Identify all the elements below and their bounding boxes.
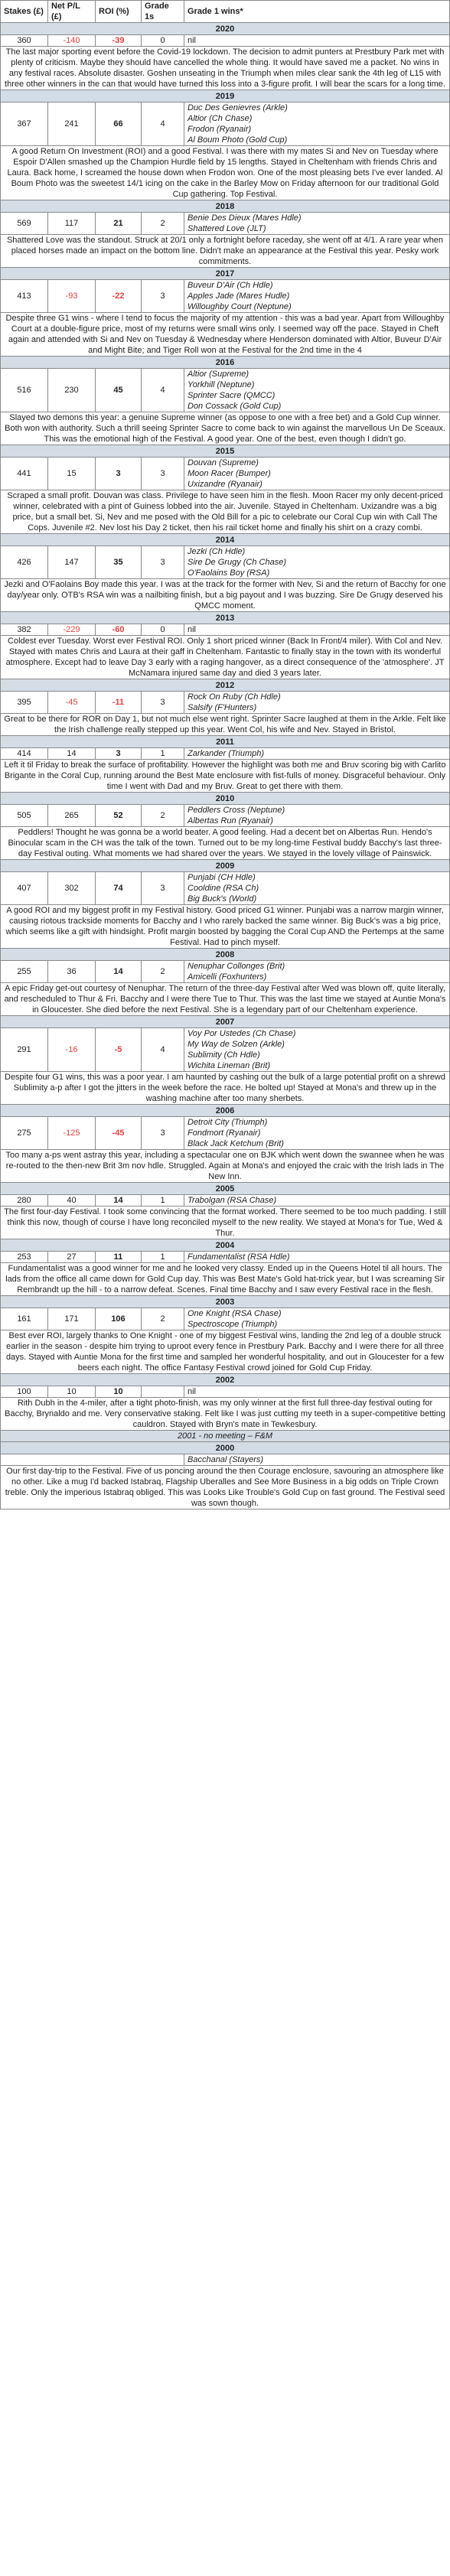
stats-row [1,1195,450,1207]
year-label: 2017 [1,268,450,280]
winner-entry: nil [188,36,197,45]
grade1-count: 3 [142,872,184,905]
stakes-value: 253 [1,1252,48,1263]
year-note: The first four-day Festival. I took some convincing that the format worked. There seemed to be too much padding. I still think this now, though of course I have long reconciled myself to the new reality. We stayed at Mona's for Tue, Wed & Thur. [1,1207,450,1239]
net-pl-value: -45 [48,692,96,714]
winner-entry: Jezki (Ch Hdle) [188,547,246,556]
net-pl-value: -16 [48,1028,96,1072]
year-note: Left it til Friday to break the surface of profitability. However the highlight was both me and Bruv scoring big with Carlito Brigante in the Coral Cup, running around the Best Mate enclosure with fist-fulls of money. Disgraceful behaviour. Only time I went with Dad and my Bruv. Great to get there with them. [1,760,450,793]
stats-row [1,1386,450,1398]
winner-entry: Zarkander (Triumph) [188,749,265,758]
net-pl-value: -125 [48,1117,96,1150]
stakes-value: 414 [1,748,48,760]
year-label: 2012 [1,679,450,692]
year-row [1,90,450,103]
net-pl-value: -93 [48,280,96,313]
roi-value: -60 [96,624,142,636]
net-pl-value: 302 [48,872,96,905]
year-row [1,1374,450,1386]
grade1-winners [184,213,450,235]
stats-row [1,1252,450,1263]
no-meeting-row [1,1431,450,1442]
net-pl-value: 36 [48,961,96,983]
grade1-winners [184,961,450,983]
winner-entry: Don Cossack (Gold Cup) [188,402,282,411]
winner-entry: Fundamentalist (RSA Hdle) [188,1252,290,1262]
winner-entry: nil [188,625,197,634]
header-row [1,1,450,23]
winner-entry: Al Boum Photo (Gold Cup) [188,135,288,145]
winner-entry: nil [188,1387,197,1396]
note-row [1,579,450,612]
net-pl-value: 230 [48,369,96,412]
stakes-value: 413 [1,280,48,313]
stakes-value: 441 [1,458,48,490]
winner-entry: Duc Des Genievres (Arkle) [188,103,288,112]
roi-value: -39 [96,35,142,47]
winner-entry: Wichita Lineman (Brit) [188,1061,271,1070]
stakes-value: 382 [1,624,48,636]
year-note: Great to be there for ROR on Day 1, but not much else went right. Sprinter Sacre laughed at them in the Arkle. Felt like the Irish challenge really stepped up this year. Went Col, his wife and Nev. Stayed in Bristol. [1,714,450,736]
grade1-count: 3 [142,1117,184,1150]
grade1-count: 4 [142,1028,184,1072]
winner-entry: Moon Racer (Bumper) [188,469,271,478]
stakes-value: 516 [1,369,48,412]
year-label: 2016 [1,357,450,369]
winner-entry: My Way de Solzen (Arkle) [188,1040,285,1049]
note-row [1,983,450,1016]
year-note: Shattered Love was the standout. Struck at 20/1 only a fortnight before raceday, she went off at 4/1. A rare year when placed horses made an impact on the bottom line. Didn't make an appearance at the Festival this year. Pesky work commitments. [1,235,450,268]
no-meeting-label: 2001 - no meeting – F&M [1,1431,450,1442]
year-note: Too many a-ps went astray this year, including a spectacular one on BJK which went down the swannee when he was re-routed to the then-new Brit 3m nov hdle. Struggled. Again at Mona's and enjoyed the craic with the Irish lads in The New Inn. [1,1150,450,1183]
stakes-value: 100 [1,1386,48,1398]
stats-row [1,280,450,313]
winner-entry: Rock On Ruby (Ch Hdle) [188,692,281,702]
winner-entry: One Knight (RSA Chase) [188,1309,282,1318]
roi-value: -22 [96,280,142,313]
grade1-winners [184,624,450,636]
grade1-count: 3 [142,458,184,490]
winner-entry: Fondmort (Ryanair) [188,1128,261,1138]
year-label: 2005 [1,1183,450,1195]
year-note: Peddlers! Thought he was gonna be a world beater. A good feeling. Had a decent bet on Albertas Run. Hendo's Binocular scam in the CH was the talk of the town. Turned out to be my long-time Festival buddy Bacchy's last three-day Festival outing. What moments we had shared over the years. We stayed in the lovely village of Painswick. [1,827,450,860]
note-row [1,490,450,534]
note-row [1,1150,450,1183]
roi-value: 52 [96,805,142,827]
year-label: 2006 [1,1105,450,1117]
net-pl-value: 10 [48,1386,96,1398]
stakes-value: 291 [1,1028,48,1072]
grade1-count: 4 [142,103,184,146]
grade1-winners [184,1454,450,1466]
stakes-value: 426 [1,546,48,579]
grade1-winners [184,1195,450,1207]
roi-value: 74 [96,872,142,905]
header-stakes: Stakes (£) [1,1,48,23]
stats-row [1,1117,450,1150]
year-label: 2007 [1,1016,450,1028]
stakes-value: 255 [1,961,48,983]
grade1-winners [184,872,450,905]
stakes-value: 407 [1,872,48,905]
year-note: Slayed two demons this year: a genuine Supreme winner (as oppose to one with a free bet) and a Gold Cup winner. Both won with authority. Such a thrill seeing Sprinter Sacre to come back to win against the marvellous Un De Sceaux. This was the emotional high of the Festival. A good year. One of the best, even though I didn't go. [1,412,450,445]
year-label: 2002 [1,1374,450,1386]
winner-entry: Trabolgan (RSA Chase) [188,1196,277,1205]
year-note: A epic Friday get-out courtesy of Nenuphar. The return of the three-day Festival after Wed was blown off, quite literally, and rescheduled to Thur & Fri. Bacchy and I were there Tue to Thur. This was the last time we stayed at Auntie Mona's in Gloucester. She died before the next Festival. She is a legendary part of our Cheltenham experience. [1,983,450,1016]
grade1-winners [184,35,450,47]
grade1-count: 4 [142,369,184,412]
winner-entry: Big Buck's (World) [188,894,257,904]
stakes-value: 360 [1,35,48,47]
note-row [1,47,450,90]
net-pl-value: -140 [48,35,96,47]
grade1-winners [184,546,450,579]
winner-entry: Voy Por Ustedes (Ch Chase) [188,1029,296,1038]
net-pl-value: 27 [48,1252,96,1263]
year-label: 2013 [1,612,450,624]
stats-row [1,546,450,579]
net-pl-value: 117 [48,213,96,235]
year-note: Rith Dubh in the 4-miler, after a tight photo-finish, was my only winner at the first full three-day festival outing for Bacchy, Brynaldo and me. Very conservative staking. Felt like I was just cutting my teeth in a super-competitive betting cauldron. Stayed with Bryn's mate in Tewkesbury. [1,1398,450,1431]
stats-row [1,458,450,490]
roi-value: -45 [96,1117,142,1150]
header-grade1-wins: Grade 1 wins* [184,1,450,23]
winner-entry: Buveur D'Air (Ch Hdle) [188,281,273,290]
roi-value: 11 [96,1252,142,1263]
year-note: A good ROI and my biggest profit in my Festival history. Good priced G1 winner. Punjabi was a narrow margin winner, causing riotous trackside moments for Bacchy and I who rarely backed the same winner. Big Buck's was a big price, which seems like a gift with hindsight. Profit margin boosted by bagging the Coral Cup AND the Pertemps at the same Festival. Had to pinch myself. [1,905,450,949]
winner-entry: Apples Jade (Mares Hudle) [188,291,290,301]
winner-entry: Salsify (F'Hunters) [188,703,257,712]
note-row [1,1072,450,1105]
year-row [1,679,450,692]
winner-entry: Uxizandre (Ryanair) [188,480,262,489]
winner-entry: O'Faolains Boy (RSA) [188,568,270,578]
year-note: Coldest ever Tuesday. Worst ever Festival ROI. Only 1 short priced winner (Back In Front/4 miler). With Col and Nev. Stayed with mates Chris and Laura at their gaff in Cheltenham. Fantastic to finally stay in the town with its wonderful atmosphere. Except had to leave Day 3 early with a raging hangover, as a direct consequence of the 'atmosphere'. JT McNamara injured same day and died 3 years later. [1,636,450,679]
grade1-winners [184,748,450,760]
grade1-winners [184,1252,450,1263]
roi-value: 3 [96,458,142,490]
year-row [1,445,450,458]
grade1-count: 2 [142,213,184,235]
roi-value: 3 [96,748,142,760]
grade1-count: 2 [142,961,184,983]
grade1-winners [184,1028,450,1072]
net-pl-value: -229 [48,624,96,636]
year-row [1,23,450,35]
stakes-value: 280 [1,1195,48,1207]
net-pl-value: 171 [48,1308,96,1330]
note-row [1,905,450,949]
winner-entry: Sire De Grugy (Ch Chase) [188,558,286,567]
note-row [1,636,450,679]
year-note: Best ever ROI, largely thanks to One Knight - one of my biggest Festival wins, landing the 2nd leg of a double struck earlier in the season - despite him trying to uproot every fence in Prestbury Park. Bacchy and I were there for all three days. Stayed with Auntie Mona for the first time and sampled her wonderful hospitality, and out in Gloucester for a few beers each night. The office Fantasy Festival crowd joined for Gold Cup Friday. [1,1330,450,1374]
winner-entry: Cooldine (RSA Ch) [188,884,259,893]
winner-entry: Amicelli (Foxhunters) [188,972,267,982]
winner-entry: Benie Des Dieux (Mares Hdle) [188,213,302,223]
net-pl-value: 147 [48,546,96,579]
winner-entry: Sublimity (Ch Hdle) [188,1050,260,1060]
roi-value: 35 [96,546,142,579]
winner-entry: Bacchanal (Stayers) [188,1455,264,1464]
grade1-count: 1 [142,1252,184,1263]
winner-entry: Sprinter Sacre (QMCC) [188,391,276,400]
winner-entry: Peddlers Cross (Neptune) [188,806,285,815]
note-row [1,1466,450,1509]
stats-row [1,35,450,47]
note-row [1,313,450,357]
winner-entry: Spectroscope (Triumph) [188,1320,278,1329]
year-row [1,736,450,748]
year-row [1,860,450,872]
year-note: Jezki and O'Faolains Boy made this year. I was at the track for the former with Nev, Si and the return of Bacchy for one day/year only. OTB's RSA win was a nailbiting finish, but a big payout and I was buzzing. Sire De Grugy deserved his QMCC moment. [1,579,450,612]
net-pl-value: 241 [48,103,96,146]
roi-value: 66 [96,103,142,146]
year-note: Despite four G1 wins, this was a poor year. I am haunted by cashing out the bulk of a large potential profit on a shrewd Sublimity a-p after I got the jitters in the week before the race. He bolted up! Stayed at Mona's and threw up in the washing machine after too many sherbets. [1,1072,450,1105]
stakes-value: 161 [1,1308,48,1330]
winner-entry: Yorkhill (Neptune) [188,380,255,389]
grade1-count: 2 [142,805,184,827]
stats-row [1,624,450,636]
year-label: 2018 [1,200,450,213]
grade1-count: 2 [142,1308,184,1330]
stats-row [1,1454,450,1466]
year-note: Our first day-trip to the Festival. Five of us poncing around the then Courage enclosure, savouring an atmosphere like no other. Like a mug I'd backed Istabraq, Flagship Uberalles and See More Business in a big odds on Triple Crown treble. Only the imperious Istabraq obliged. This was Looks Like Trouble's Gold Cup on fast ground. The Festival seed was sown though. [1,1466,450,1509]
roi-value: 45 [96,369,142,412]
note-row [1,1330,450,1374]
winner-entry: Detroit City (Triumph) [188,1118,268,1127]
grade1-winners [184,369,450,412]
year-note: A good Return On Investment (ROI) and a good Festival. I was there with my mates Si and Nev on Tuesday where Espoir D'Allen smashed up the Champion Hurdle field by 15 lengths. Stayed in Cheltenham with friends Chris and Laura. Back home, I screamed the house down when Frodon won. One of the most pleasing bets I've ever landed. Al Boum Photo was the sweetest 14/1 icing on the cake in the Barley Mow on Friday afternoon for our traditional Gold Cup gathering. Top Festival. [1,146,450,200]
note-row [1,827,450,860]
stakes-value: 569 [1,213,48,235]
grade1-winners [184,692,450,714]
roi-value: -11 [96,692,142,714]
year-label: 2004 [1,1239,450,1252]
stats-row [1,692,450,714]
grade1-winners [184,280,450,313]
grade1-winners [184,103,450,146]
grade1-winners [184,1386,450,1398]
net-pl-value: 40 [48,1195,96,1207]
roi-value: 106 [96,1308,142,1330]
year-label: 2008 [1,949,450,961]
year-row [1,1105,450,1117]
year-note: Despite three G1 wins - where I tend to focus the majority of my attention - this was a bad year. Apart from Willoughby Court at a double-figure price, most of my returns were small wins only. I seemed way off the pace. Stayed in Cheft again and attended with Si and Nev on Tuesday & Wednesday where Henderson dominated with Altior, Buveur D'Air and Might Bite; and Tiger Roll won at the Festival for the 2nd time in the 4 [1,313,450,357]
grade1-winners [184,1117,450,1150]
note-row [1,760,450,793]
header-net-pl: Net P/L (£) [48,1,96,23]
stakes-value: 395 [1,692,48,714]
net-pl-value: 15 [48,458,96,490]
year-row [1,1183,450,1195]
year-label: 2019 [1,90,450,103]
winner-entry: Albertas Run (Ryanair) [188,816,273,826]
grade1-count: 0 [142,35,184,47]
grade1-count: 0 [142,624,184,636]
roi-value: 14 [96,1195,142,1207]
grade1-count [142,1386,184,1398]
stakes-value: 367 [1,103,48,146]
roi-value: -5 [96,1028,142,1072]
winner-entry: Douvan (Supreme) [188,458,259,467]
note-row [1,412,450,445]
note-row [1,1398,450,1431]
year-row [1,1016,450,1028]
year-note: Fundamentalist was a good winner for me and he looked very classy. Ended up in the Queens Hotel til all hours. The lads from the office all came down for Gold Cup day. This was Best Mate's Gold hat-trick year, but I was screaming Sir Rembrandt up the hill - to a narrow defeat. Scenes. Final time Bacchy and I saw every Festival race in the flesh. [1,1263,450,1296]
year-label: 2009 [1,860,450,872]
stakes-value: 505 [1,805,48,827]
header-roi: ROI (%) [96,1,142,23]
note-row [1,146,450,200]
net-pl-value: 14 [48,748,96,760]
grade1-count: 3 [142,546,184,579]
year-row [1,1442,450,1454]
year-label: 2015 [1,445,450,458]
year-label: 2020 [1,23,450,35]
grade1-winners [184,1308,450,1330]
results-body [1,1,450,1509]
note-row [1,1207,450,1239]
winner-entry: Altior (Ch Chase) [188,114,253,123]
grade1-winners [184,805,450,827]
grade1-count: 1 [142,748,184,760]
year-row [1,793,450,805]
winner-entry: Altior (Supreme) [188,370,249,379]
grade1-winners [184,458,450,490]
year-label: 2000 [1,1442,450,1454]
note-row [1,235,450,268]
year-note: The last major sporting event before the Covid-19 lockdown. The decision to admit punters at Prestbury Park met with plenty of criticism. Maybe they should have cancelled the whole thing. It would have saved me a packet. No wins in any festival races. Absolute disaster. Goshen unseating in the Triumph when miles clear sank the 4th leg of L15 with three other winners in the can that would have turned this loss into a 3-figure profit. I will bear the scars for a long time. [1,47,450,90]
year-row [1,200,450,213]
stats-row [1,369,450,412]
winner-entry: Black Jack Ketchum (Brit) [188,1139,284,1148]
stats-row [1,748,450,760]
year-row [1,268,450,280]
year-row [1,534,450,546]
year-row [1,1239,450,1252]
year-row [1,1296,450,1308]
note-row [1,1263,450,1296]
year-label: 2003 [1,1296,450,1308]
stats-row [1,1308,450,1330]
stats-row [1,213,450,235]
stakes-value: 275 [1,1117,48,1150]
grade1-count: 1 [142,1195,184,1207]
year-label: 2014 [1,534,450,546]
stats-row [1,1028,450,1072]
year-label: 2011 [1,736,450,748]
year-row [1,949,450,961]
grade1-count: 3 [142,692,184,714]
winner-entry: Shattered Love (JLT) [188,224,266,233]
year-label: 2010 [1,793,450,805]
stats-row [1,805,450,827]
stats-row [1,961,450,983]
roi-value: 14 [96,961,142,983]
grade1-count: 3 [142,280,184,313]
roi-value: 10 [96,1386,142,1398]
year-row [1,612,450,624]
winner-entry: Punjabi (CH Hdle) [188,873,256,882]
net-pl-value: 265 [48,805,96,827]
winner-entry: Nenuphar Collonges (Brit) [188,962,285,971]
header-grade1s: Grade 1s [142,1,184,23]
empty-stats [1,1454,184,1466]
year-row [1,357,450,369]
stats-row [1,872,450,905]
winner-entry: Willoughby Court (Neptune) [188,302,292,311]
note-row [1,714,450,736]
year-note: Scraped a small profit. Douvan was class. Privilege to have seen him in the flesh. Moon Racer my only decent-priced winner, celebrated with a pint of Guiness lobbed into the air. Juvenile. Stayed in Cheltenham. Uxizandre was a big price, but a small bet. Si, Nev and me posed with the Old Bill for a pic to celebrate our Coral Cup win with Call The Cops. Juvenile #2. Nev lost his Day 2 ticket, then his rail ticket home and finally his shirt on a crazy combi. [1,490,450,534]
stats-row [1,103,450,146]
roi-value: 21 [96,213,142,235]
winner-entry: Frodon (Ryanair) [188,125,252,134]
